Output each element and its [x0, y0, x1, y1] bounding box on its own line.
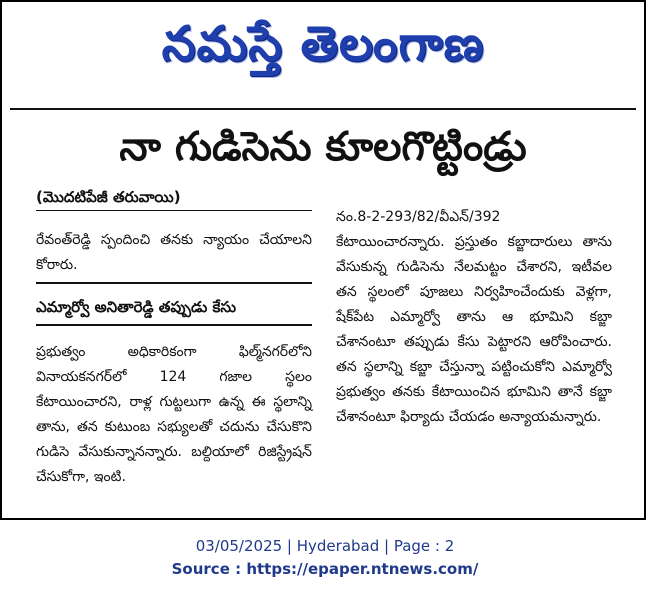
subhead-rule-bottom	[36, 324, 312, 326]
left-column	[36, 228, 312, 490]
headline: నా గుడిసెను కూలగొట్టిండ్రు	[119, 124, 527, 170]
footer-source[interactable]: Source : https://epaper.ntnews.com/	[171, 560, 479, 578]
continued-divider	[36, 210, 312, 211]
right-paragraph: నం.8-2-293/82/వీఎన్/392 కేటాయించారన్నారు. ప్రస్తుతం కబ్జాదారులు తాను వేసుకున్న గుడిసెను నేలమట్టం చేశారని, ఇటీవల తన స్థలంలో పూజలు నిర్వహించేందుకు వెళ్లగా, షేక్‌పేట ఎమ్మార్వో తాను ఆ భూమిని కబ్జా చేశానంటూ తప్పుడు కేసు పెట్టారని ఆరోపించారు. తన స్థలాన్ని కబ్జా చేస్తున్నా పట్టించుకోని ఎమ్మార్వో ప్రభుత్వం తనకు కేటాయించిన భూమిని తానే కబ్జా చేశానంటూ ఫిర్యాదు చేయడం అన్యాయమన్నారు.	[336, 209, 612, 425]
right-column	[336, 205, 612, 430]
left-paragraph-1: రేవంత్‌రెడ్డి స్పందించి తనకు న్యాయం చేయాలని కోరారు.	[36, 232, 312, 273]
masthead-logo: నమస్తే తెలంగాణ	[161, 16, 485, 72]
left-paragraph-2: ప్రభుత్వం అధికారికంగా ఫిల్మ్‌నగర్‌లోని వినాయకనగర్‌లో 124 గజాల స్థలం కేటాయించారని, రాళ్ల గుట్టలుగా ఉన్న ఈ స్థలాన్ని తాను, తన కుటుంబ సభ్యులతో చదును చేసుకొని గుడిసె వేసుకున్నానన్నారు. బల్దియాలో రిజిస్ట్రేషన్ చేసుకోగా, ఇంటి.	[36, 344, 312, 485]
masthead-divider	[10, 108, 636, 110]
subhead: ఎమ్మార్వో అనితారెడ్డి తప్పుడు కేసు	[36, 298, 237, 316]
footer-date-location: 03/05/2025 | Hyderabad | Page : 2	[195, 537, 455, 555]
subhead-rule-top	[36, 282, 312, 284]
continued-label: (మొదటిపేజీ తరువాయి)	[36, 188, 181, 206]
